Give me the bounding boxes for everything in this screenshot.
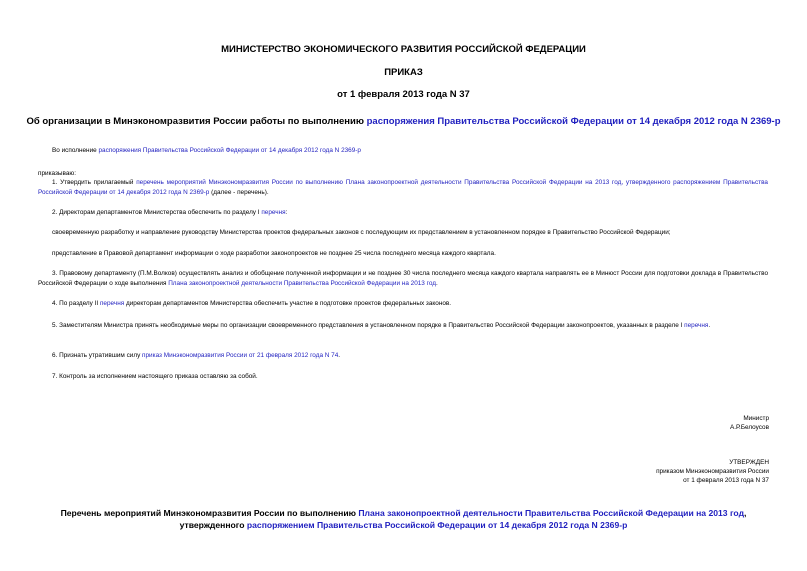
preamble-text: Во исполнение [52,147,99,154]
title-link[interactable]: распоряжения Правительства Российской Федерации от 14 декабря 2012 года N 2369-р [366,116,781,127]
p3-suffix: . [435,279,438,287]
p5-link[interactable]: перечня [684,322,709,329]
title-text: Об организации в Минэкономразвития России работы по выполнению [26,116,367,127]
doc-type-heading: ПРИКАЗ [384,67,423,78]
p6-text: 6. Признать утратившим силу [52,352,143,359]
preamble-link[interactable]: распоряжения Правительства Российской Федерации от 14 декабря 2012 года N 2369-р [98,147,361,154]
approval-block [656,458,769,485]
approval-line-2: приказом Минэкономразвития России [656,468,769,475]
signature-position: Министр [743,415,769,422]
p2-suffix: : [285,209,288,216]
doc-date-number: от 1 февраля 2013 года N 37 [337,89,470,100]
paragraph-5 [38,321,768,331]
list-title-link-plan[interactable]: Плана законопроектной деятельности Правительства Российской Федерации на 2013 год [358,508,745,518]
paragraph-2 [38,208,768,218]
p5-suffix: . [708,322,711,329]
p1-link[interactable]: перечень мероприятий Минэкономразвития России по выполнению Плана законопроектной деятельности Правительства Российской Федерации на 2013 год, утвержденного распоряжением Правительства Российской Федерации от 14 декабря 2012 года N 2369-р [38,179,768,196]
signature-block [730,414,769,432]
list-title-link-government[interactable]: Правительства Российской Федерации от 14 декабря 2012 года N 2369-р [316,519,628,530]
p1-suffix: (далее - перечень). [209,188,269,196]
p5-text: 5. Заместителям Министра принять необходимые меры по организации своевременного представления в установленном порядке в Правительство Российской Федерации законопроектов, указанных в разделе I [52,322,685,329]
approval-line-1: УТВЕРЖДЕН [729,459,769,466]
p4-text: 4. По разделу II [52,300,100,307]
ministry-heading: МИНИСТЕРСТВО ЭКОНОМИЧЕСКОГО РАЗВИТИЯ РОССИЙСКОЙ ФЕДЕРАЦИИ [221,44,586,55]
p3-text: 3. Правовому департаменту (П.М.Волков) осуществлять анализ и обобщение полученной информации и не позднее 30 числа последнего месяца каждого квартала направлять ее в Минюст России для подготовки доклада в Правительство Российской Федерации о ходе выполнения [38,270,768,287]
p1-text: 1. Утвердить прилагаемый [52,179,137,186]
preamble-paragraph [38,146,768,156]
list-title-text: Перечень мероприятий Минэкономразвития России по выполнению [60,508,359,518]
list-title [30,508,777,531]
p4-suffix: директорам департаментов Министерства обеспечить участие в подготовке проектов федеральных законов. [124,300,452,307]
list-title-link-order[interactable]: распоряжением [246,519,315,530]
document-title [0,116,807,127]
p6-link[interactable]: приказ Минэкономразвития России от 21 февраля 2012 года N 74 [142,352,339,359]
paragraph-7: 7. Контроль за исполнением настоящего приказа оставляю за собой. [52,373,258,380]
paragraph-2a: своевременную разработку и направление руководству Министерства проектов федеральных законов с последующим их представлением в установленном порядке в Правительство Российской Федерации; [52,229,671,236]
list-title-mid: , утвержденного [179,508,747,530]
signature-name: А.Р.Белоусов [729,424,769,431]
p3-link[interactable]: Плана законопроектной деятельности Правительства Российской Федерации на 2013 год [168,279,436,287]
paragraph-1 [38,178,768,197]
paragraph-6 [38,351,768,361]
p2-link[interactable]: перечня [261,209,286,216]
p6-suffix: . [338,352,341,359]
approval-line-3: от 1 февраля 2013 года N 37 [683,477,769,484]
paragraph-2b: представление в Правовой департамент информации о ходе разработки законопроектов не позднее 25 числа последнего месяца каждого квартала. [52,250,496,257]
p2-text: 2. Директорам департаментов Министерства обеспечить по разделу I [52,209,262,216]
paragraph-3 [38,269,768,288]
orders-line: приказываю: [38,170,76,177]
p4-link[interactable]: перечня [99,300,125,307]
paragraph-4 [38,299,768,309]
